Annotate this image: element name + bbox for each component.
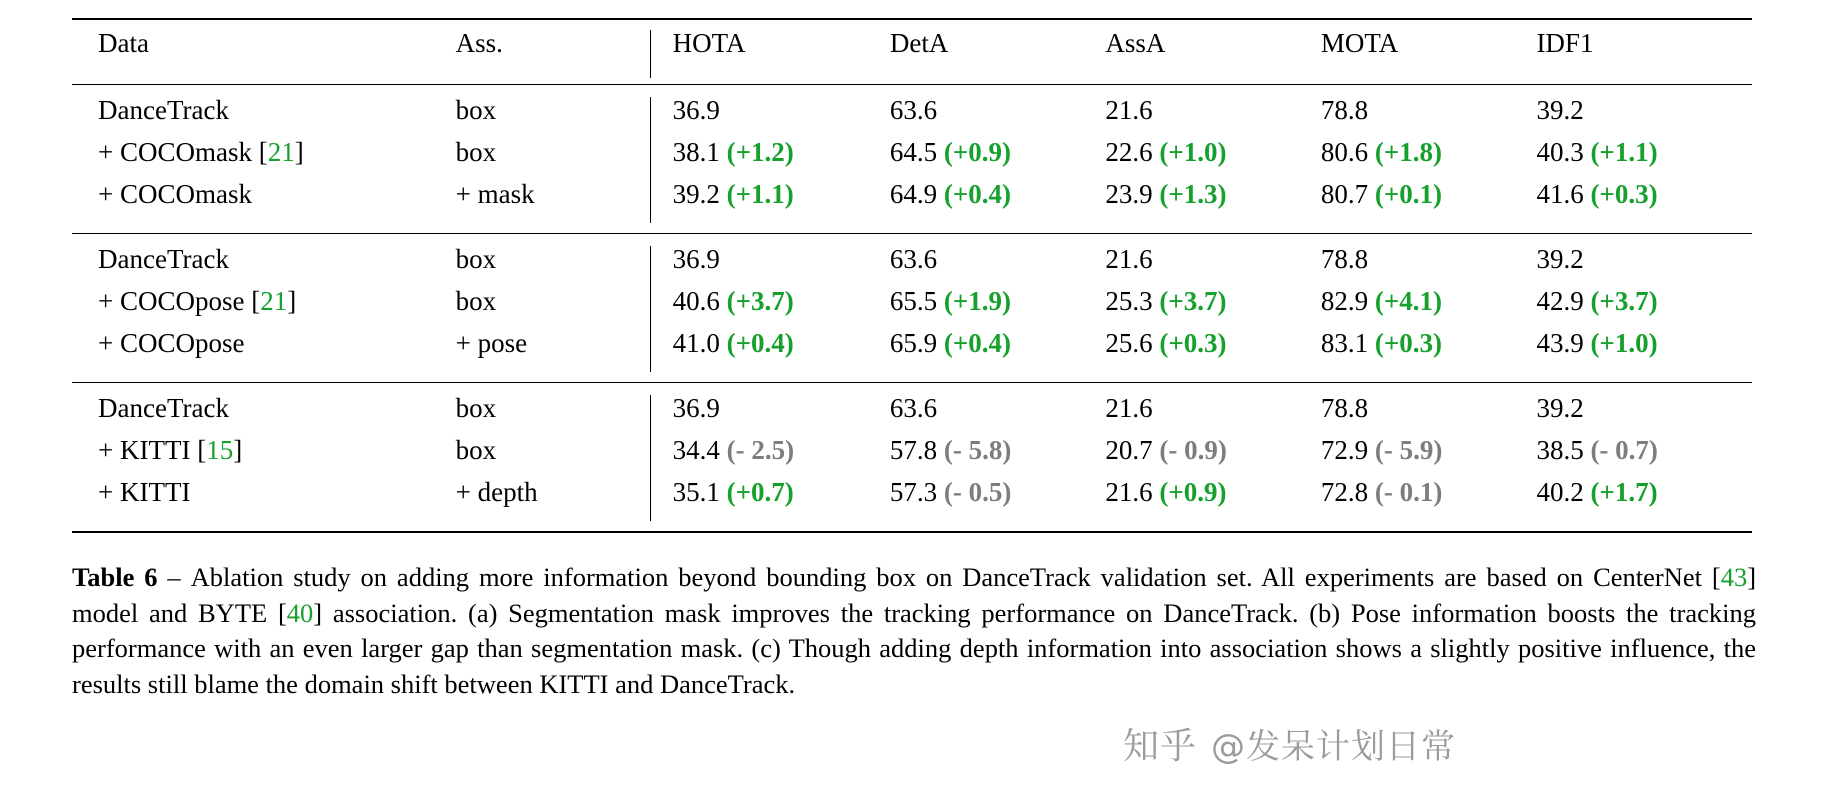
metric-cell-hota (650, 395, 890, 437)
row-association-type: + pose (455, 328, 528, 358)
metric-value: 72.8 (1320, 477, 1369, 507)
metric-value: 41.6 (1536, 179, 1584, 209)
watermark (1123, 718, 1456, 769)
metric-cell-deta (890, 437, 1106, 479)
metric-value: 38.5 (1536, 435, 1584, 465)
metric-cell-assa (1105, 479, 1321, 521)
metric-delta: (- 0.7) (1583, 435, 1658, 465)
metric-value: 38.1 (672, 137, 720, 167)
metric-delta: (+1.7) (1583, 477, 1658, 507)
metric-value: 22.6 (1105, 137, 1153, 167)
caption-text-part-2: ] model and BYTE [ (72, 562, 1757, 628)
metric-cell-deta (890, 97, 1106, 139)
row-association-type: box (455, 137, 497, 167)
metric-cell-mota (1321, 97, 1537, 139)
row-association-type: + depth (455, 477, 538, 507)
row-association-type: box (455, 286, 497, 316)
metric-delta: (- 0.5) (937, 477, 1012, 507)
metric-delta: (- 0.9) (1152, 435, 1227, 465)
citation-bracket-open: [ (244, 286, 261, 316)
metric-cell-assa (1105, 288, 1321, 330)
metric-delta: (+1.0) (1583, 328, 1658, 358)
metric-value: 21.6 (1105, 477, 1153, 507)
table-row (72, 97, 1752, 139)
citation-bracket-close: ] (294, 137, 304, 167)
metric-cell-assa (1105, 181, 1321, 223)
metric-cell-mota (1321, 181, 1537, 223)
metric-value: 25.6 (1105, 328, 1153, 358)
row-association-type: + mask (455, 179, 535, 209)
metric-value: 63.6 (889, 393, 938, 423)
metric-cell-mota (1321, 246, 1537, 288)
metric-delta: (+1.1) (1583, 137, 1658, 167)
metric-cell-idf1 (1536, 181, 1752, 223)
table-row (72, 437, 1752, 479)
citation-bracket-open: [ (190, 435, 207, 465)
metric-cell-hota (650, 246, 890, 288)
metric-cell-mota (1321, 330, 1537, 372)
metric-cell-idf1 (1536, 479, 1752, 521)
metric-cell-deta (890, 330, 1106, 372)
metric-value: 63.6 (889, 95, 938, 125)
caption-citation-40[interactable]: 40 (286, 597, 314, 628)
metric-cell-hota (650, 437, 890, 479)
caption-dash (158, 562, 168, 592)
metric-value: 23.9 (1105, 179, 1153, 209)
citation-bracket-open: [ (251, 137, 268, 167)
table-bottom-rule (72, 532, 1752, 533)
column-header-idf1: IDF1 (1536, 28, 1594, 58)
row-data-label (72, 97, 456, 139)
zhihu-logo-text: 知乎 (1123, 726, 1198, 767)
group-3-spacer-bottom (72, 521, 1752, 532)
metric-cell-assa (1105, 139, 1321, 181)
metric-value: 21.6 (1105, 393, 1153, 423)
metric-value: 64.9 (889, 179, 938, 209)
results-table-container (72, 18, 1752, 533)
column-header-ass: Ass. (455, 28, 503, 58)
metric-cell-mota (1321, 139, 1537, 181)
metric-value: 83.1 (1320, 328, 1369, 358)
dataset-name: DanceTrack (98, 244, 229, 274)
metric-cell-mota (1321, 288, 1537, 330)
metric-cell-mota (1321, 437, 1537, 479)
metric-cell-mota (1321, 395, 1537, 437)
metric-delta: (+0.4) (937, 179, 1012, 209)
metric-delta: (- 2.5) (719, 435, 795, 465)
metric-delta: (+1.8) (1368, 137, 1443, 167)
metric-cell-idf1 (1536, 97, 1752, 139)
metric-delta: (- 5.9) (1368, 435, 1443, 465)
metric-value: 65.5 (889, 286, 938, 316)
metric-delta: (+1.3) (1152, 179, 1227, 209)
watermark-handle: @发呆计划日常 (1211, 727, 1457, 767)
citation-21[interactable]: 21 (267, 137, 295, 167)
citation-21[interactable]: 21 (260, 286, 288, 316)
metric-value: 64.5 (889, 137, 938, 167)
table-header-row (72, 30, 1752, 78)
dataset-name: + KITTI (98, 477, 191, 507)
metric-delta: (- 5.8) (937, 435, 1012, 465)
metric-value: 41.0 (672, 328, 720, 358)
metric-value: 72.9 (1320, 435, 1369, 465)
metric-delta: (+0.4) (937, 328, 1012, 358)
row-association-type: box (455, 244, 497, 274)
metric-value: 63.6 (889, 244, 938, 274)
metric-cell-deta (890, 181, 1106, 223)
row-data-label (72, 330, 456, 372)
column-header-assa: AssA (1105, 28, 1166, 58)
metric-value: 78.8 (1320, 244, 1369, 274)
caption-dash-glyph: – (167, 562, 181, 592)
metric-value: 40.2 (1536, 477, 1584, 507)
metric-delta: (+0.3) (1583, 179, 1658, 209)
metric-value: 65.9 (889, 328, 938, 358)
row-data-label (72, 288, 456, 330)
metric-cell-assa (1105, 246, 1321, 288)
metric-delta: (+0.3) (1152, 328, 1227, 358)
metric-delta: (+0.7) (719, 477, 794, 507)
group-3-spacer-bottom-cell (72, 521, 1752, 532)
metric-cell-idf1 (1536, 330, 1752, 372)
metric-value: 39.2 (672, 179, 720, 209)
metric-value: 42.9 (1536, 286, 1584, 316)
metric-cell-assa (1105, 437, 1321, 479)
citation-bracket-close: ] (287, 286, 297, 316)
row-association-type: box (455, 95, 497, 125)
table-bottom-rule-line (72, 532, 1752, 533)
dataset-name: + KITTI (98, 435, 191, 465)
metric-cell-deta (890, 139, 1106, 181)
dataset-name: DanceTrack (98, 393, 229, 423)
metric-cell-idf1 (1536, 288, 1752, 330)
metric-value: 21.6 (1105, 244, 1153, 274)
metric-cell-hota (650, 139, 890, 181)
column-header-mota: MOTA (1320, 28, 1399, 58)
metric-value: 78.8 (1320, 95, 1369, 125)
dataset-name: + COCOmask (98, 179, 252, 209)
metric-delta: (+1.1) (719, 179, 794, 209)
metric-delta: (+0.1) (1368, 179, 1443, 209)
row-data-label (72, 437, 456, 479)
metric-value: 43.9 (1536, 328, 1584, 358)
row-data-label (72, 181, 456, 223)
caption-label: Table 6 (72, 562, 158, 592)
dataset-name: DanceTrack (98, 95, 229, 125)
metric-cell-assa (1105, 395, 1321, 437)
metric-value: 25.3 (1105, 286, 1153, 316)
metric-cell-deta (890, 479, 1106, 521)
metric-value: 36.9 (672, 393, 720, 423)
column-header-deta: DetA (889, 28, 949, 58)
metric-delta: (+1.0) (1152, 137, 1227, 167)
metric-value: 20.7 (1105, 435, 1153, 465)
column-header-data: Data (98, 28, 149, 58)
group-1-spacer-bottom-cell (72, 223, 1752, 234)
row-association-type: box (455, 435, 497, 465)
metric-cell-mota (1321, 479, 1537, 521)
metric-delta: (+0.9) (937, 137, 1012, 167)
metric-cell-hota (650, 181, 890, 223)
metric-value: 57.3 (889, 477, 938, 507)
table-row (72, 288, 1752, 330)
metric-cell-assa (1105, 330, 1321, 372)
row-data-label (72, 139, 456, 181)
metric-value: 35.1 (672, 477, 720, 507)
dataset-name: + COCOpose (98, 286, 245, 316)
metric-delta: (+0.9) (1152, 477, 1227, 507)
metric-cell-deta (890, 288, 1106, 330)
metric-delta: (+4.1) (1368, 286, 1443, 316)
metric-cell-hota (650, 330, 890, 372)
metric-delta: (+1.9) (937, 286, 1012, 316)
row-association-type: box (455, 393, 497, 423)
metric-cell-hota (650, 288, 890, 330)
group-1-spacer-bottom (72, 223, 1752, 234)
table-row (72, 395, 1752, 437)
metric-value: 78.8 (1320, 393, 1369, 423)
table-row (72, 330, 1752, 372)
metric-delta: (- 0.1) (1368, 477, 1443, 507)
metric-cell-deta (890, 395, 1106, 437)
metric-value: 40.3 (1536, 137, 1584, 167)
group-2-spacer-bottom-cell (72, 372, 1752, 383)
metric-value: 80.7 (1320, 179, 1369, 209)
metric-value: 39.2 (1536, 244, 1584, 274)
metric-delta: (+3.7) (1583, 286, 1658, 316)
metric-delta: (+0.4) (719, 328, 794, 358)
metric-delta: (+0.3) (1368, 328, 1443, 358)
metric-value: 82.9 (1320, 286, 1369, 316)
metric-value: 39.2 (1536, 95, 1584, 125)
table-row (72, 181, 1752, 223)
metric-value: 36.9 (672, 95, 720, 125)
dataset-name: + COCOpose (98, 328, 245, 358)
metric-cell-idf1 (1536, 246, 1752, 288)
caption-citation-43[interactable]: 43 (1720, 562, 1748, 592)
table-row (72, 139, 1752, 181)
metric-cell-deta (890, 246, 1106, 288)
metric-cell-hota (650, 97, 890, 139)
metric-cell-assa (1105, 97, 1321, 139)
ablation-results-table (72, 18, 1752, 533)
metric-delta: (+1.2) (719, 137, 794, 167)
metric-cell-idf1 (1536, 437, 1752, 479)
metric-delta: (+3.7) (719, 286, 794, 316)
group-2-spacer-bottom (72, 372, 1752, 383)
column-header-hota: HOTA (650, 30, 890, 78)
metric-cell-idf1 (1536, 139, 1752, 181)
citation-bracket-close: ] (233, 435, 243, 465)
metric-value: 40.6 (672, 286, 720, 316)
metric-value: 36.9 (672, 244, 720, 274)
table-row (72, 246, 1752, 288)
table-caption (72, 560, 1756, 702)
metric-value: 34.4 (672, 435, 720, 465)
caption-text-part-3: ] association. (a) Segmentation mask improves the tracking performance on DanceTrack. (b) Pose information boosts the tracking performance with an even larger gap than segmentation mask. (c) Though adding depth information into association shows a slightly positive influence, the results still blame the domain shift between KITTI and DanceTrack. (72, 597, 1756, 699)
metric-value: 80.6 (1320, 137, 1369, 167)
metric-cell-idf1 (1536, 395, 1752, 437)
metric-value: 57.8 (889, 435, 938, 465)
metric-delta: (+3.7) (1152, 286, 1227, 316)
table-row (72, 479, 1752, 521)
metric-value: 21.6 (1105, 95, 1153, 125)
caption-text-part-1: Ablation study on adding more information beyond bounding box on DanceTrack validation set. All experiments are based on CenterNet [ (190, 562, 1721, 592)
row-data-label (72, 246, 456, 288)
row-data-label (72, 479, 456, 521)
metric-cell-hota (650, 479, 890, 521)
metric-value: 39.2 (1536, 393, 1584, 423)
citation-15[interactable]: 15 (206, 435, 234, 465)
dataset-name: + COCOmask (98, 137, 252, 167)
row-data-label (72, 395, 456, 437)
